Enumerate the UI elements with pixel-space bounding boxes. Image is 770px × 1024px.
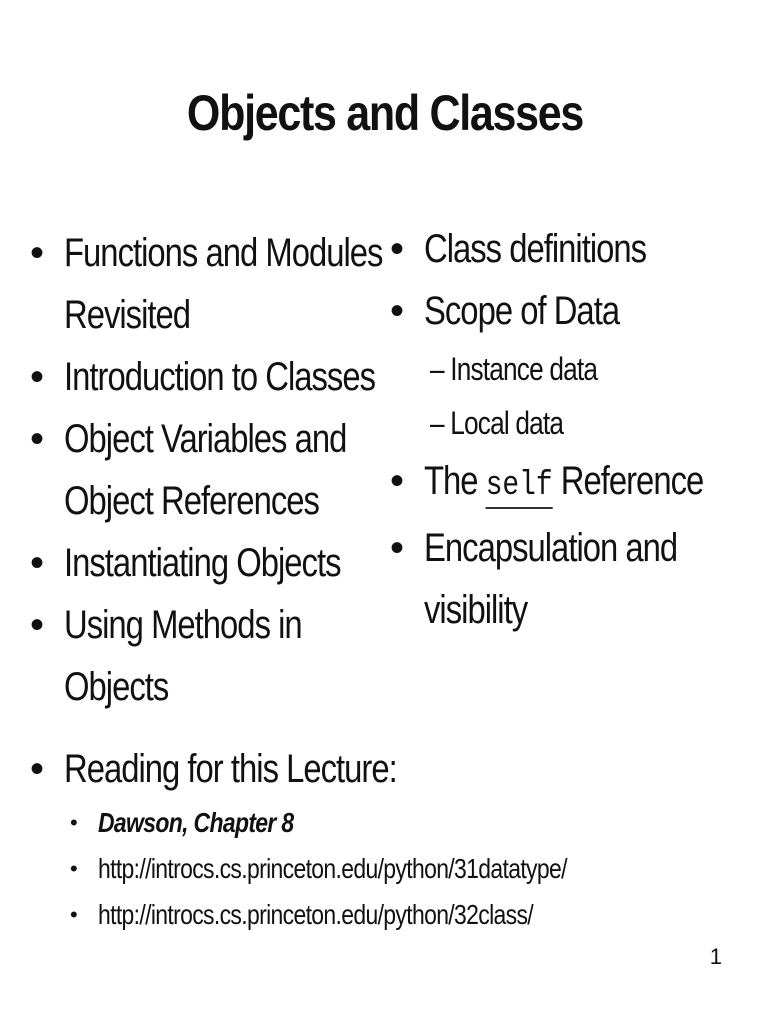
slide-title: Objects and Classes — [186, 85, 584, 141]
sub-item-local-data — [390, 396, 760, 450]
bullet-text-suffix: Reference — [560, 459, 704, 503]
bullet-item-object-variables — [30, 408, 390, 532]
sub-item-text: Instance data — [450, 351, 598, 387]
bullet-icon: • — [390, 289, 403, 333]
bullet-icon: • — [30, 603, 43, 647]
bullet-text-line: visibility — [424, 588, 528, 632]
reading-ref-url-class — [30, 892, 730, 938]
bullet-text-line: Introduction to Classes — [64, 355, 376, 399]
bullet-item-instantiating — [30, 532, 390, 594]
bullet-text-line: Object References — [64, 479, 319, 523]
bullet-text-prefix: The — [424, 459, 478, 503]
sub-item-text: Local data — [450, 405, 564, 441]
bullet-item-class-definitions — [390, 218, 760, 280]
bullet-text-line: Instantiating Objects — [64, 541, 341, 585]
page-number: 1 — [709, 944, 722, 969]
reading-ref-text: Dawson, Chapter 8 — [98, 807, 294, 838]
dash-icon: – — [430, 351, 444, 387]
bullet-text-line: Revisited — [64, 293, 191, 337]
reading-ref-dawson — [30, 800, 730, 846]
bullet-item-reading — [30, 738, 730, 800]
sub-item-instance-data — [390, 342, 760, 396]
reading-section — [30, 738, 730, 938]
bullet-icon: • — [390, 526, 403, 570]
dash-icon: – — [430, 405, 444, 441]
bullet-icon: • — [390, 459, 403, 503]
reading-heading: Reading for this Lecture: — [64, 747, 397, 791]
reading-ref-url-datatype — [30, 846, 730, 892]
bullet-text-line: Functions and Modules — [64, 231, 383, 275]
bullet-icon: • — [390, 227, 403, 271]
bullet-icon: • — [30, 747, 43, 791]
bullet-icon: • — [70, 810, 77, 835]
bullet-item-intro-classes — [30, 346, 390, 408]
bullet-text-line: Object Variables and — [64, 417, 347, 461]
bullet-item-self-reference — [390, 450, 760, 517]
right-bullet-list — [390, 218, 760, 641]
left-bullet-list — [30, 222, 390, 718]
bullet-icon: • — [30, 541, 43, 585]
bullet-text-line: Scope of Data — [424, 289, 620, 333]
bullet-item-encapsulation — [390, 517, 760, 641]
bullet-item-functions-modules — [30, 222, 390, 346]
bullet-item-scope-of-data — [390, 280, 760, 342]
bullet-icon: • — [30, 231, 43, 275]
bullet-text-line: Encapsulation and — [424, 526, 678, 570]
reading-ref-url[interactable]: http://introcs.cs.princeton.edu/python/32class/ — [98, 899, 534, 930]
bullet-text-line: Objects — [64, 665, 169, 709]
bullet-item-using-methods — [30, 594, 390, 718]
bullet-text-line: Using Methods in — [64, 603, 302, 647]
bullet-icon: • — [70, 902, 77, 927]
bullet-icon: • — [30, 417, 43, 461]
reading-ref-url[interactable]: http://introcs.cs.princeton.edu/python/31datatype/ — [98, 853, 567, 884]
bullet-icon: • — [70, 856, 77, 881]
self-keyword-code: self — [486, 467, 553, 509]
bullet-text-line: Class definitions — [424, 227, 647, 271]
bullet-icon: • — [30, 355, 43, 399]
